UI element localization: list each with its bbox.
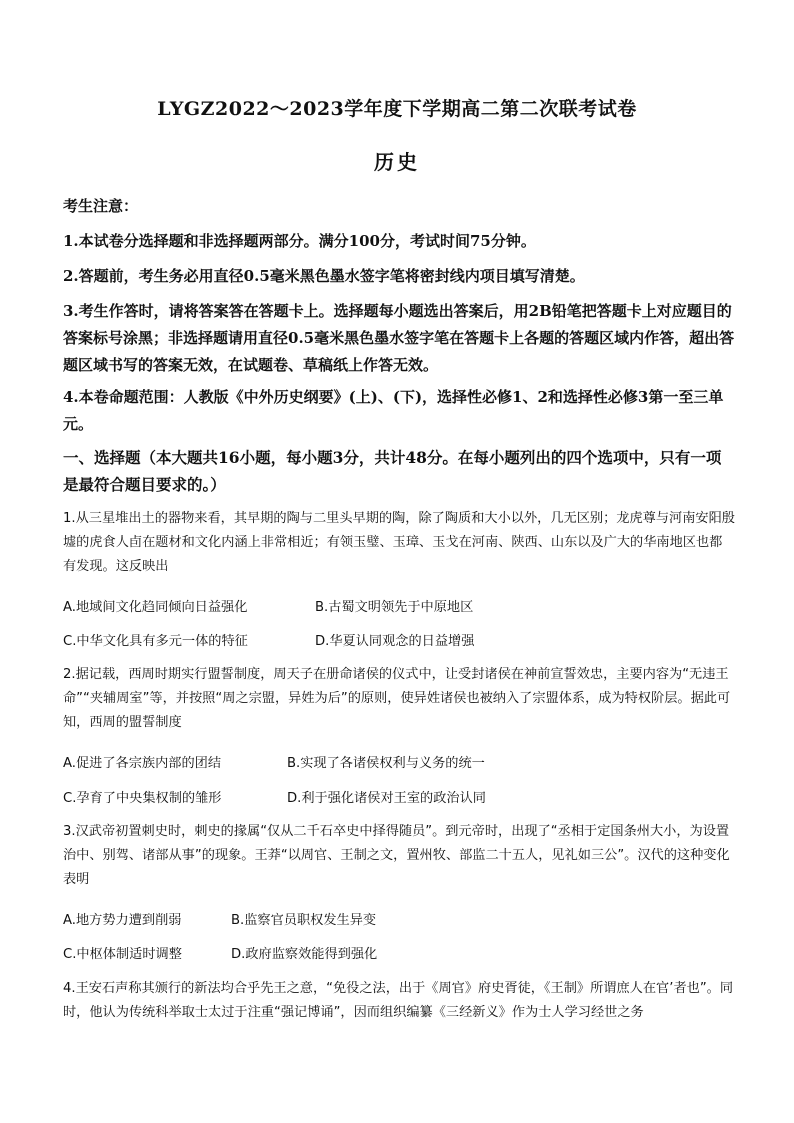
notice-item-4: 4.本卷命题范围：人教版《中外历史纲要》(上)、(下)，选择性必修1、2和选择性必修3第一至三单元。 [63, 388, 724, 433]
question-2-option-d: D.利于强化诸侯对王室的政治认同 [287, 791, 486, 806]
question-3-stem: 3.汉武帝初置刺史时，刺史的掾属“仅从二千石卒史中择得随员”。到元帝时，出现了“丞相于定国条州大小，为设置治中、别驾、诸部从事”的现象。王莽“以周官、王制之文，置州牧、部监二十五人，见礼如三公”。汉代的这种变化表明 [63, 824, 730, 887]
question-1-option-d: D.华夏认同观念的日益增强 [315, 634, 475, 649]
subject-title: 历史 [374, 150, 420, 174]
question-3-option-d: D.政府监察效能得到强化 [231, 947, 378, 962]
question-3-option-c: C.中枢体制适时调整 [63, 947, 182, 962]
question-1-option-c: C.中华文化具有多元一体的特征 [63, 634, 248, 649]
notice-item-2: 2.答题前，考生务必用直径0.5毫米黑色墨水签字笔将密封线内项目填写清楚。 [63, 267, 585, 285]
notice-item-3: 3.考生作答时，请将答案答在答题卡上。选择题每小题选出答案后，用2B铅笔把答题卡上对应题目的答案标号涂黑；非选择题请用直径0.5毫米黑色墨水签字笔在答题卡上各题的答题区域内作答，超出答题区域书写的答案无效，在试题卷、草稿纸上作答无效。 [63, 302, 735, 374]
question-1-option-a: A.地域间文化趋同倾向日益强化 [63, 600, 248, 615]
question-4-stem: 4.王安石声称其颁行的新法均合乎先王之意，“免役之法，出于《周官》府史胥徒，《王制》所谓庶人在官’者也”。同时，他认为传统科举取士太过于注重“强记博诵”，因而组织编纂《三经新义》作为士人学习经世之务 [63, 981, 734, 1020]
question-2-option-c: C.孕育了中央集权制的雏形 [63, 791, 222, 806]
question-2-option-b: B.实现了各诸侯权利与义务的统一 [287, 756, 485, 771]
question-1-option-b: B.古蜀文明领先于中原地区 [315, 600, 474, 615]
exam-title: LYGZ2022～2023学年度下学期高二第二次联考试卷 [157, 98, 637, 120]
question-1-stem: 1.从三星堆出土的器物来看，其早期的陶与二里头早期的陶，除了陶质和大小以外，几无区别；龙虎尊与河南安阳殷墟的虎食人卣在题材和文化内涵上非常相近；有领玉璧、玉璋、玉戈在河南、陕西、山东以及广大的华南地区也都有发现。这反映出 [63, 511, 735, 574]
question-2-option-a: A.促进了各宗族内部的团结 [63, 756, 222, 771]
notice-heading: 考生注意： [63, 197, 139, 215]
question-3-option-b: B.监察官员职权发生异变 [231, 913, 377, 928]
question-3-option-a: A.地方势力遭到削弱 [63, 913, 182, 928]
notice-item-1: 1.本试卷分选择题和非选择题两部分。满分100分，考试时间75分钟。 [63, 232, 536, 250]
section-heading: 一、选择题（本大题共16小题，每小题3分，共计48分。在每小题列出的四个选项中，只有一项是最符合题目要求的。） [63, 448, 722, 494]
question-2-stem: 2.据记载，西周时期实行盟誓制度，周天子在册命诸侯的仪式中，让受封诸侯在神前宣誓效忠，主要内容为“无违王命”“夹辅周室”等，并按照“周之宗盟，异姓为后”的原则，使异姓诸侯也被纳入了宗盟体系，成为特权阶层。据此可知，西周的盟誓制度 [63, 667, 731, 730]
